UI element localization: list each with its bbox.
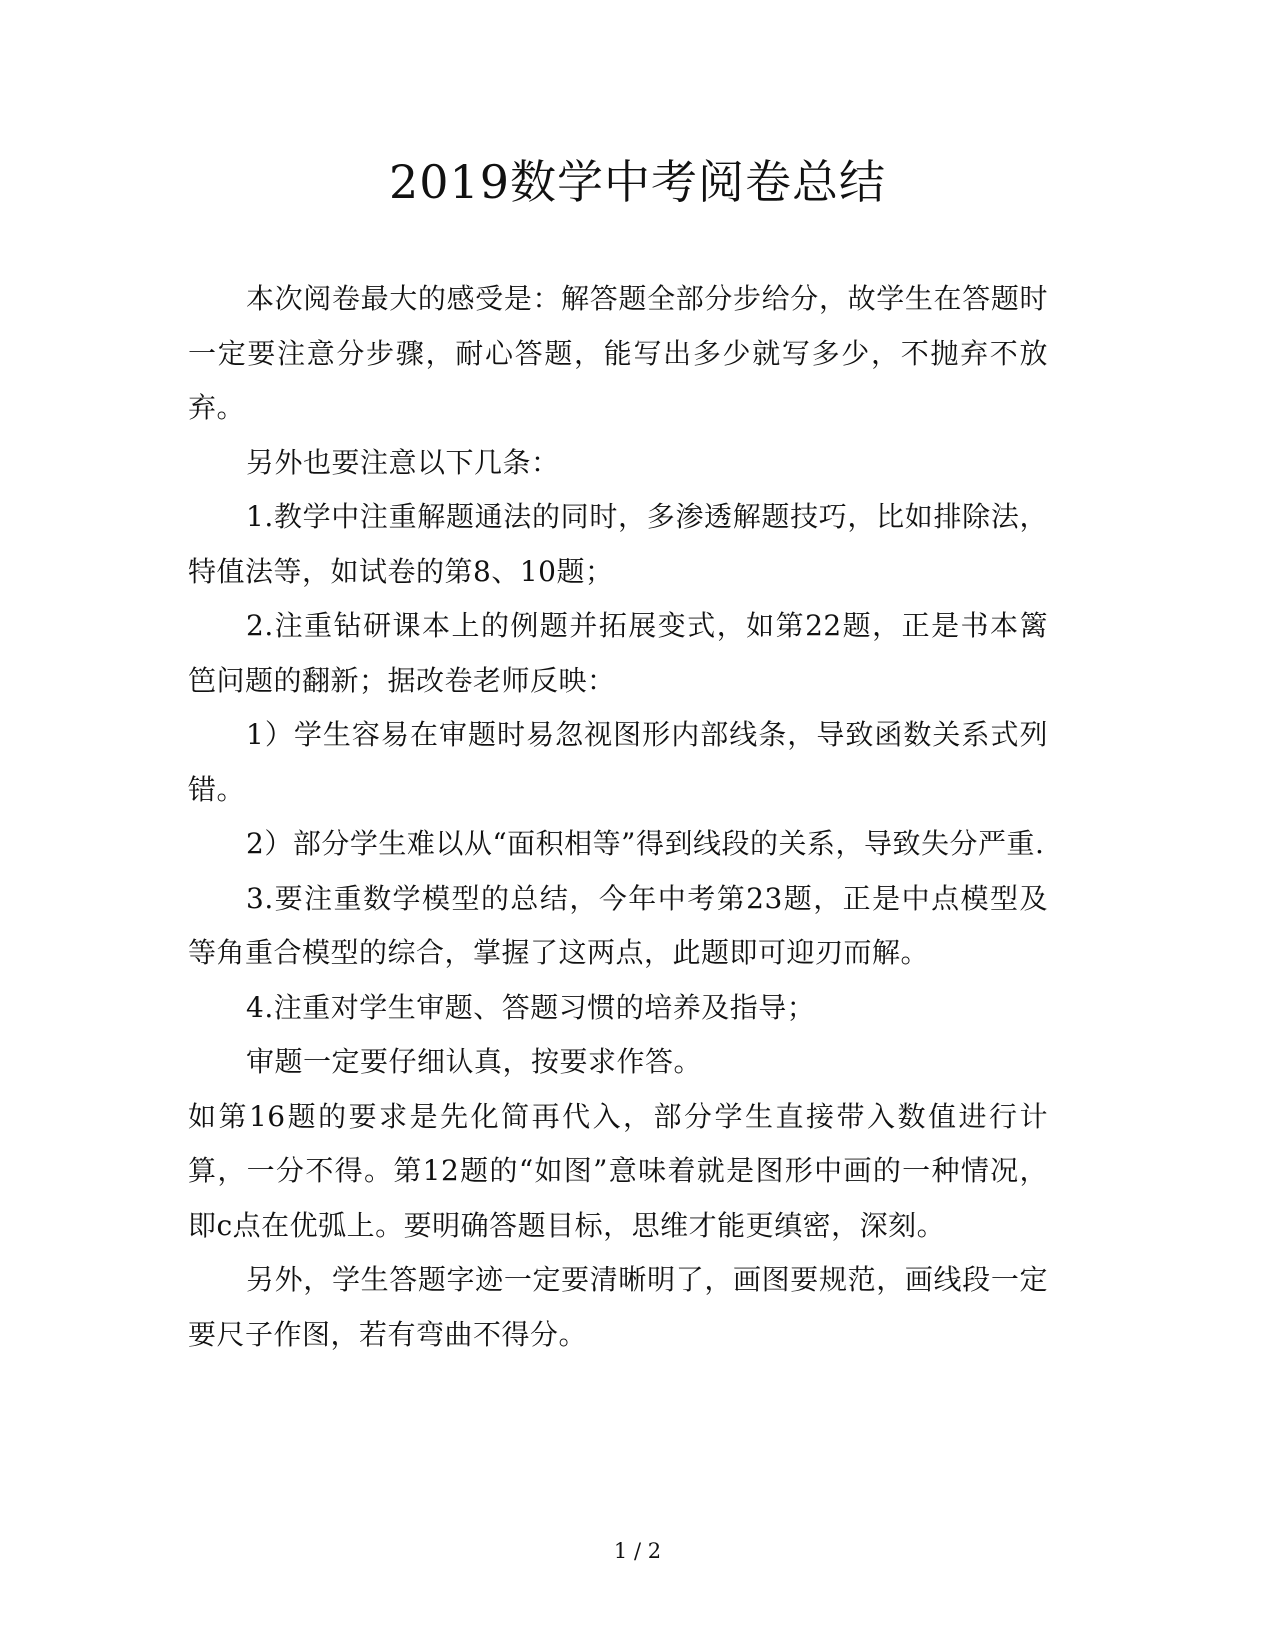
paragraph-subitem-1: 1）学生容易在审题时易忽视图形内部线条，导致函数关系式列错。 <box>188 718 1048 806</box>
paragraph-item-4: 4.注重对学生审题、答题习惯的培养及指导； <box>246 990 816 1024</box>
paragraph-review-advice: 审题一定要仔细认真，按要求作答。 <box>246 1045 703 1078</box>
paragraph-item-1: 1.教学中注重解题通法的同时，多渗透解题技巧，比如排除法，特值法等，如试卷的第8、10题； <box>188 500 1048 588</box>
paragraph-subitem-2: 2）部分学生难以从“面积相等”得到线段的关系，导致失分严重. <box>246 827 1045 860</box>
paragraph-notes-intro: 另外也要注意以下几条： <box>246 445 560 479</box>
paragraph-item-2: 2.注重钻研课本上的例题并拓展变式，如第22题，正是书本篱笆问题的翻新；据改卷老师反映： <box>188 609 1048 697</box>
paragraph-item-3: 3.要注重数学模型的总结，今年中考第23题，正是中点模型及等角重合模型的综合，掌握了这两点，此题即可迎刃而解。 <box>188 881 1048 969</box>
page-title: 2019数学中考阅卷总结 <box>388 155 887 209</box>
paragraph-summary: 本次阅卷最大的感受是：解答题全部分步给分，故学生在答题时一定要注意分步骤，耐心答题，能写出多少就写多少，不抛弃不放弃。 <box>188 282 1048 424</box>
paragraph-examples: 如第16题的要求是先化简再代入，部分学生直接带入数值进行计算，一分不得。第12题的“如图”意味着就是图形中画的一种情况，即c点在优弧上。要明确答题目标，思维才能更缜密，深刻。 <box>188 1099 1048 1242</box>
page-number: 1 / 2 <box>613 1539 662 1563</box>
paragraph-handwriting: 另外，学生答题字迹一定要清晰明了，画图要规范，画线段一定要尺子作图，若有弯曲不得分。 <box>188 1263 1048 1351</box>
document-body <box>188 272 1048 1362</box>
